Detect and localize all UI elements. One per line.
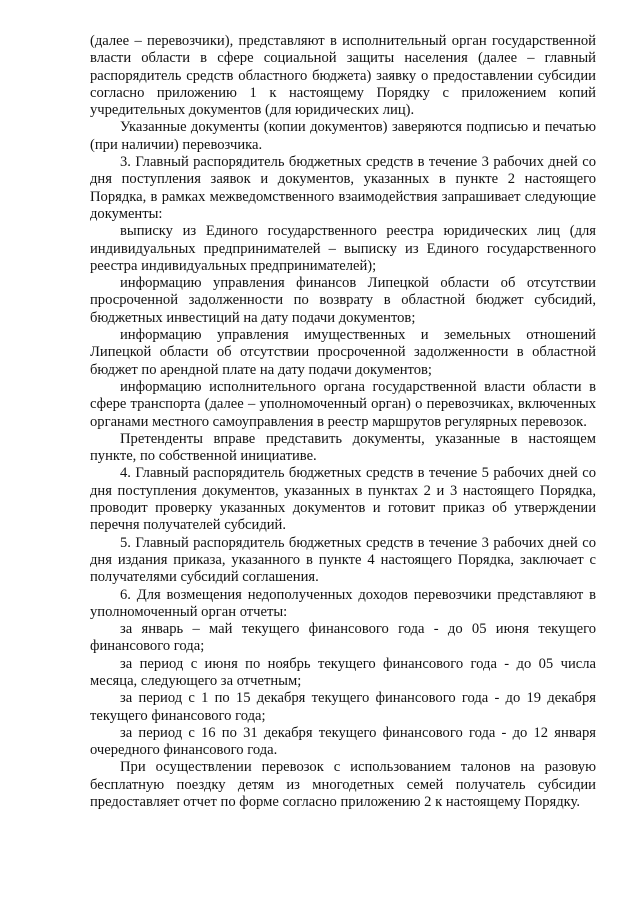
paragraph-egrul-extract: выписку из Единого государственного реестра юридических лиц (для индивидуальных предпринимателей – выписку из Единого государственного реестра индивидуальных предпринимателей); <box>90 223 596 274</box>
paragraph-property-info: информацию управления имущественных и земельных отношений Липецкой области об отсутствии просроченной задолженности в областной бюджет по арендной плате на дату подачи документов; <box>90 327 596 378</box>
paragraph-finance-info: информацию управления финансов Липецкой области об отсутствии просроченной задолженности по возврату в областной бюджет субсидий, бюджетных инвестиций на дату подачи документов; <box>90 275 596 326</box>
paragraph-report-dec-16-31: за период с 16 по 31 декабря текущего финансового года - до 12 января очередного финансового года. <box>90 724 596 759</box>
paragraph-vouchers: При осуществлении перевозок с использованием талонов на разовую бесплатную поездку детям из многодетных семей получатель субсидии предоставляет отчет по форме согласно приложению 2 к настоящему Порядку. <box>90 759 596 811</box>
paragraph-item-3: 3. Главный распорядитель бюджетных средств в течение 3 рабочих дней со дня поступления заявок и документов, указанных в пункте 2 настоящего Порядка, в рамках межведомственного взаимодействия запрашивает следующие документы: <box>90 154 596 222</box>
paragraph-item-5: 5. Главный распорядитель бюджетных средств в течение 3 рабочих дней со дня издания приказа, указанного в пункте 4 настоящего Порядка, заключает с получателями субсидий соглашения. <box>90 534 596 586</box>
paragraph-item-4: 4. Главный распорядитель бюджетных средств в течение 5 рабочих дней со дня поступления документов, указанных в пунктах 2 и 3 настоящего Порядка, проводит проверку указанных документов и готовит приказ об утверждении перечня получателей субсидий. <box>90 465 596 534</box>
paragraph-report-jun-nov: за период с июня по ноябрь текущего финансового года - до 05 числа месяца, следующего за отчетным; <box>90 655 596 689</box>
paragraph-report-jan-may: за январь – май текущего финансового года - до 05 июня текущего финансового года; <box>90 621 596 655</box>
paragraph-report-dec-1-15: за период с 1 по 15 декабря текущего финансового года - до 19 декабря текущего финансового года; <box>90 690 596 724</box>
paragraph-applicants-right: Претенденты вправе представить документы, указанные в настоящем пункте, по собственной инициативе. <box>90 430 596 465</box>
paragraph-item-6: 6. Для возмещения недополученных доходов перевозчики представляют в уполномоченный орган отчеты: <box>90 586 596 620</box>
paragraph-intro: (далее – перевозчики), представляют в исполнительный орган государственной власти области в сфере социальной защиты населения (далее – главный распорядитель средств областного бюджета) заявку о предоставлении субсидии согласно приложению 1 к настоящему Порядку с приложением копий учредительных документов (для юридических лиц). <box>90 33 596 119</box>
document-page <box>90 33 596 811</box>
paragraph-certification: Указанные документы (копии документов) заверяются подписью и печатью (при наличии) перевозчика. <box>90 119 596 153</box>
paragraph-transport-info: информацию исполнительного органа государственной власти области в сфере транспорта (далее – уполномоченный орган) о перевозчиках, включенных органами местного самоуправления в реестр маршрутов регулярных перевозок. <box>90 378 596 430</box>
